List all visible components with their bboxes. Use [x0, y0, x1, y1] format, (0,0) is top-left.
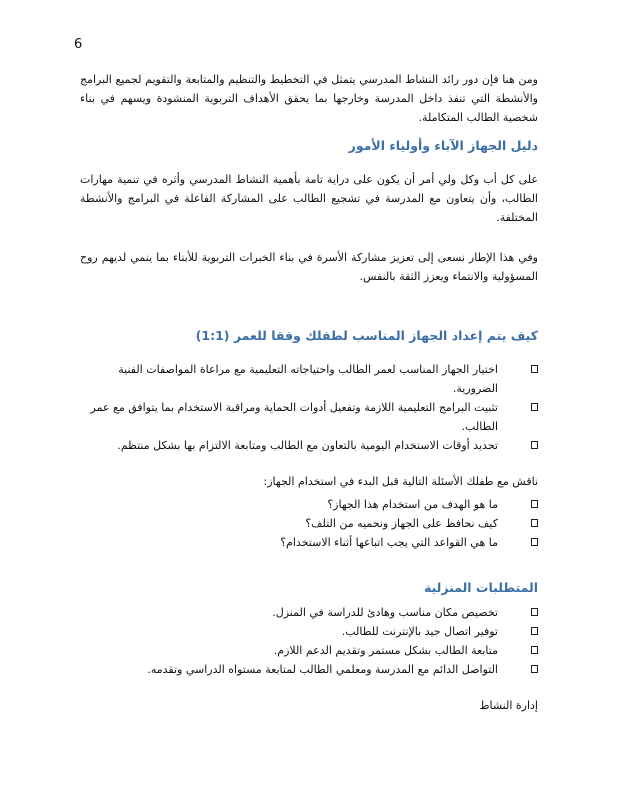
- checkbox-icon: [531, 365, 538, 373]
- questions-list: [180, 495, 538, 552]
- checkbox-icon: [531, 403, 538, 411]
- question-item: ما هو الهدف من استخدام هذا الجهاز؟: [180, 495, 538, 514]
- checkbox-icon: [531, 646, 538, 654]
- checkbox-icon: [531, 538, 538, 546]
- checkbox-icon: [531, 519, 538, 527]
- checkbox-icon: [531, 627, 538, 635]
- home-heading: المتطلبات المنزلية: [423, 580, 538, 595]
- guide-paragraph-2: وفي هذا الإطار نسعى إلى تعزيز مشاركة الأسرة في بناء الخبرات التربوية للأبناء بما ينمي لديهم روح المسؤولية والانتماء ويعزز الثقة بالنفس.: [80, 251, 538, 283]
- setup-heading: كيف يتم إعداد الجهاز المناسب لطفلك وفقا للعمر (1:1): [195, 328, 538, 343]
- question-item: ما هي القواعد التي يجب اتباعها أثناء الاستخدام؟: [180, 533, 538, 552]
- setup-list: [80, 360, 538, 455]
- guide-heading: دليل الجهاز الآباء وأولياء الأمور: [348, 138, 538, 153]
- home-item: توفير اتصال جيد بالإنترنت للطالب.: [80, 622, 538, 641]
- home-item: تخصيص مكان مناسب وهادئ للدراسة في المنزل.: [80, 603, 538, 622]
- setup-item: اختيار الجهاز المناسب لعمر الطالب واحتياجاته التعليمية مع مراعاة المواصفات الفنية الضرورية.: [80, 360, 538, 398]
- home-item: متابعة الطالب بشكل مستمر وتقديم الدعم اللازم.: [80, 641, 538, 660]
- checkbox-icon: [531, 500, 538, 508]
- checkbox-icon: [531, 665, 538, 673]
- checkbox-icon: [531, 441, 538, 449]
- setup-prompt: ناقش مع طفلك الأسئلة التالية قبل البدء في استخدام الجهاز:: [263, 475, 538, 488]
- setup-item: تثبيت البرامج التعليمية اللازمة وتفعيل أدوات الحماية ومراقبة الاستخدام بما يتوافق مع عمر الطالب.: [80, 398, 538, 436]
- page-number: 6: [74, 37, 83, 52]
- question-item: كيف نحافظ على الجهاز ونحميه من التلف؟: [180, 514, 538, 533]
- checkbox-icon: [531, 608, 538, 616]
- guide-paragraph-1: على كل أب وكل ولي أمر أن يكون على دراية تامة بأهمية النشاط المدرسي وأثره في تنمية مهارات الطالب، وأن يتعاون مع المدرسة في تشجيع الطالب على المشاركة الفاعلة في البرامج والأنشطة المختلفة.: [80, 173, 538, 224]
- setup-item: تحديد أوقات الاستخدام اليومية بالتعاون مع الطالب ومتابعة الالتزام بها بشكل منتظم.: [80, 436, 538, 455]
- signature: إدارة النشاط: [479, 699, 538, 712]
- home-list: [80, 603, 538, 679]
- home-item: التواصل الدائم مع المدرسة ومعلمي الطالب لمتابعة مستواه الدراسي وتقدمه.: [80, 660, 538, 679]
- intro-paragraph: ومن هنا فإن دور رائد النشاط المدرسي يتمثل في التخطيط والتنظيم والمتابعة والتقويم لجميع البرامج والأنشطة التي تنفذ داخل المدرسة وخارجها بما يحقق الأهداف التربوية المنشودة ويسهم في بناء شخصية الطالب المتكاملة.: [80, 73, 538, 124]
